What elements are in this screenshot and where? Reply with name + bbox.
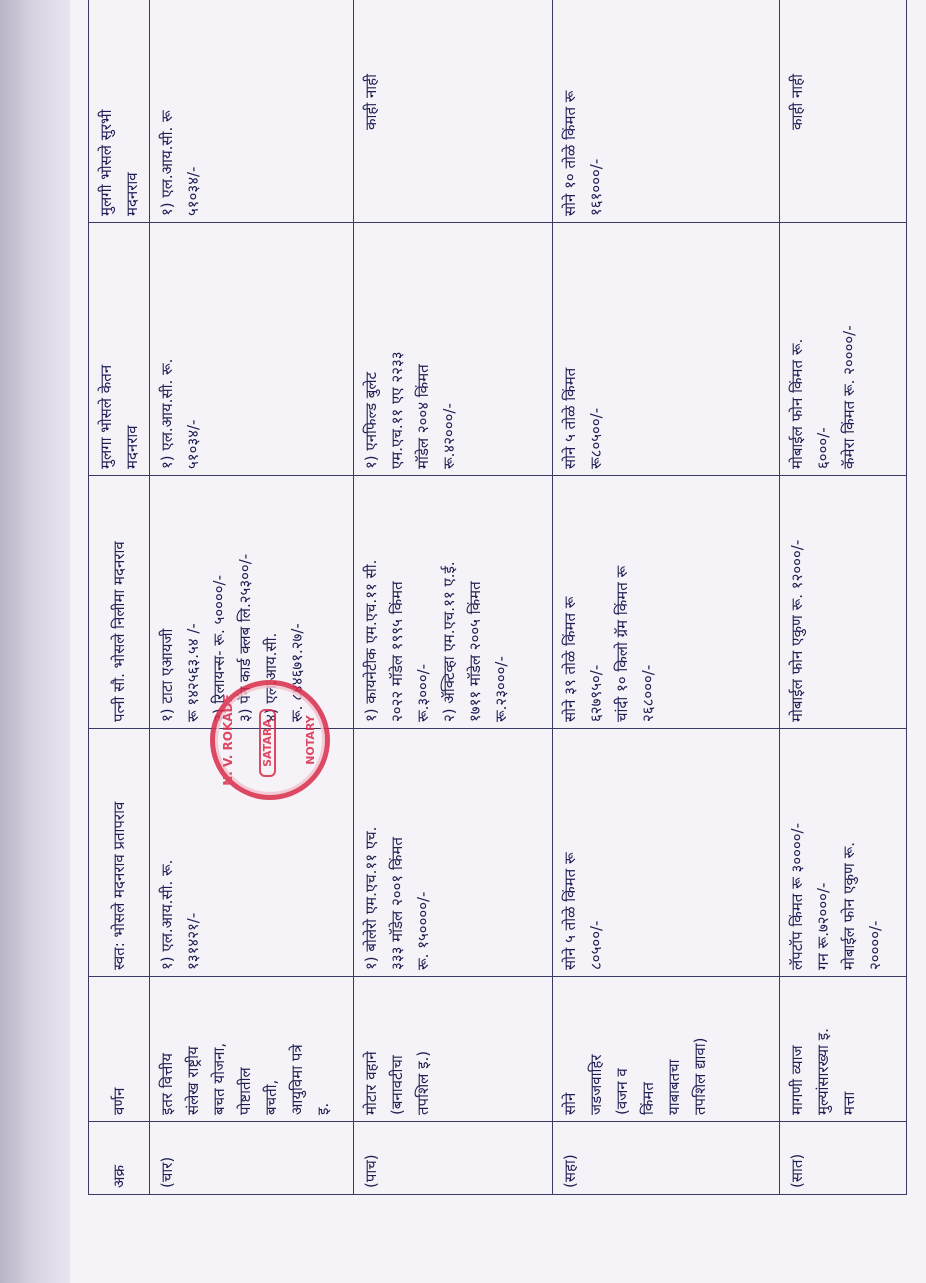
cell-line: (बनावटीचा bbox=[388, 1055, 406, 1115]
cell-line: २०२२ मॉडेल १९९५ किंमत bbox=[388, 581, 406, 722]
cell-line: सोने ३९ तोळे किंमत रू bbox=[561, 596, 579, 722]
cell-line: काही नाही bbox=[362, 73, 380, 131]
cell-line: सोने १० तोळे किंमत रू bbox=[561, 90, 579, 216]
cell-line: ६०००/- bbox=[814, 427, 832, 469]
cell-line: १६१०००/- bbox=[587, 158, 605, 216]
cell-line: लॅपटॉप किंमत रू ३००००/- bbox=[788, 822, 806, 970]
cell-line: चांदी १० किलो ग्रॅम किंमत रू bbox=[613, 565, 631, 722]
cell-line: १३१४२१/- bbox=[184, 912, 202, 970]
stamp-city: SATARA bbox=[259, 709, 276, 777]
rotated-document bbox=[88, 60, 888, 1195]
cell-line: मागणी व्याज bbox=[788, 1045, 806, 1115]
cell-line: मॉडेल २००४ किंमत bbox=[414, 364, 432, 469]
row-description bbox=[150, 977, 354, 1122]
cell-line: बचत योजना, bbox=[210, 1042, 228, 1115]
cell-line: ५१०३४/- bbox=[184, 419, 202, 469]
cell-line: मुल्यांसारख्या इ. bbox=[814, 1028, 832, 1115]
table-row bbox=[354, 0, 553, 1195]
cell-line: रू८०५००/- bbox=[587, 407, 605, 469]
cell-line: ८०५००/- bbox=[587, 920, 605, 970]
cell-line: तपशिल इ.) bbox=[414, 1050, 432, 1115]
cell-line: गन रू.७२०००/- bbox=[814, 882, 832, 970]
cell-line: १) एल.आय.सी. रू. bbox=[158, 859, 176, 970]
cell-line: संलेख राष्ट्रीय bbox=[184, 1046, 202, 1115]
cell-daughter bbox=[354, 0, 553, 223]
asset-table bbox=[88, 0, 907, 1195]
cell-line: १७११ मॉडेल २००५ किंमत bbox=[466, 581, 484, 722]
cell-son bbox=[354, 223, 553, 476]
cell-line: एम.एच.११ एए २२३३ bbox=[388, 351, 406, 469]
cell-line: बचती, bbox=[262, 1079, 280, 1115]
cell-line: रू.२३०००/- bbox=[492, 656, 510, 722]
header-daughter-line: मदनराव bbox=[123, 172, 141, 216]
cell-self bbox=[553, 729, 780, 977]
cell-line: सोने ५ तोळे किंमत रू bbox=[561, 852, 579, 970]
cell-line: १) एल.आय.सी. रू bbox=[158, 110, 176, 216]
header-wife: पत्नी सौ. भोसले निलीमा मदनराव bbox=[89, 476, 150, 729]
row-description bbox=[780, 977, 907, 1122]
stamp-title: NOTARY bbox=[304, 715, 317, 765]
cell-line: मोबाईल फोन एकुण रू. bbox=[840, 841, 858, 970]
table-header-row bbox=[89, 0, 150, 1195]
table-row bbox=[780, 0, 907, 1195]
cell-line: ३) पॅन कार्ड क्लब लि.२५३००/- bbox=[236, 553, 254, 722]
cell-line: ६२७९५०/- bbox=[587, 664, 605, 722]
cell-line: १) बोलेरो एम.एच.११ एच. bbox=[362, 826, 380, 970]
cell-line: ३३३ मॉडेल २००१ किंमत bbox=[388, 837, 406, 970]
cell-line: रू. ८४४६७१.२७/- bbox=[288, 623, 306, 722]
cell-daughter bbox=[553, 0, 780, 223]
cell-daughter bbox=[150, 0, 354, 223]
row-serial: (सहा) bbox=[553, 1122, 780, 1195]
cell-line: रू.३०००/- bbox=[414, 663, 432, 722]
cell-line: इ. bbox=[314, 1102, 332, 1115]
cell-line: तपशिल द्यावा) bbox=[691, 1037, 709, 1115]
cell-line: मोबाईल फोन एकुण रू. १२०००/- bbox=[788, 539, 806, 722]
table-row bbox=[150, 0, 354, 1195]
cell-line: सोने ५ तोळे किंमत bbox=[561, 367, 579, 469]
cell-line: मोटार वहाने bbox=[362, 1051, 380, 1115]
cell-son bbox=[553, 223, 780, 476]
cell-self bbox=[780, 729, 907, 977]
cell-line: कॅमेरा किंमत रू. २००००/- bbox=[840, 325, 858, 469]
notary-stamp bbox=[210, 680, 330, 800]
cell-line: २००००/- bbox=[866, 920, 884, 970]
cell-line: पोष्टातील bbox=[236, 1067, 254, 1115]
cell-line: १) एनफिल्ड बुलेट bbox=[362, 371, 380, 469]
header-description: वर्णन bbox=[89, 977, 150, 1122]
header-son-line: मुलगा भोसले केतन bbox=[97, 364, 115, 469]
cell-line: इतर वित्तीय bbox=[158, 1053, 176, 1115]
cell-line: १) टाटा एआयजी bbox=[158, 628, 176, 722]
cell-daughter bbox=[780, 0, 907, 223]
table-row bbox=[553, 0, 780, 1195]
cell-line: सोने bbox=[561, 1092, 579, 1115]
row-serial: (पाच) bbox=[354, 1122, 553, 1195]
cell-line: रू १४२५६३.५४ /- bbox=[184, 623, 202, 722]
header-son-line: मदनराव bbox=[123, 425, 141, 469]
cell-son bbox=[150, 223, 354, 476]
cell-line: १) कायनेटीक एम.एच.११ सी. bbox=[362, 559, 380, 722]
header-son bbox=[89, 223, 150, 476]
header-serial: अक्र bbox=[89, 1122, 150, 1195]
cell-line: जडजवाहिर bbox=[587, 1054, 605, 1115]
cell-line: (वजन व bbox=[613, 1068, 631, 1115]
cell-line: किंमत bbox=[639, 1082, 657, 1115]
header-self: स्वत: भोसले मदनराव प्रतापराव bbox=[89, 729, 150, 977]
cell-wife bbox=[354, 476, 553, 729]
binding-shadow bbox=[0, 0, 70, 1283]
cell-line: १) एल.आय.सी. रू. bbox=[158, 358, 176, 469]
cell-line: ४) एल.आय.सी. bbox=[262, 632, 280, 722]
cell-line: काही नाही bbox=[788, 73, 806, 131]
cell-wife bbox=[780, 476, 907, 729]
header-daughter bbox=[89, 0, 150, 223]
cell-self bbox=[354, 729, 553, 977]
row-description bbox=[354, 977, 553, 1122]
cell-line: रू. १५००००/- bbox=[414, 891, 432, 970]
cell-line: ५१०३४/- bbox=[184, 166, 202, 216]
cell-line: २) रिलायन्स- रू. ५००००/- bbox=[210, 574, 228, 722]
row-serial: (चार) bbox=[150, 1122, 354, 1195]
cell-line: २६८०००/- bbox=[639, 664, 657, 722]
cell-line: आयुविमा पत्रे bbox=[288, 1044, 306, 1115]
cell-line: रू.४२०००/- bbox=[440, 403, 458, 469]
row-serial: (सात) bbox=[780, 1122, 907, 1195]
cell-line: याबाबतचा bbox=[665, 1059, 683, 1115]
cell-line: २) ॲक्टिव्हा एम.एच.११ ए.ई. bbox=[440, 561, 458, 722]
cell-line: मत्ता bbox=[840, 1091, 858, 1115]
cell-line: मोबाईल फोन किंमत रू. bbox=[788, 338, 806, 469]
cell-son bbox=[780, 223, 907, 476]
stamp-name: N. V. ROKADE bbox=[221, 694, 235, 786]
cell-wife bbox=[553, 476, 780, 729]
row-description bbox=[553, 977, 780, 1122]
header-daughter-line: मुलगी भोसले सुरभी bbox=[97, 109, 115, 216]
